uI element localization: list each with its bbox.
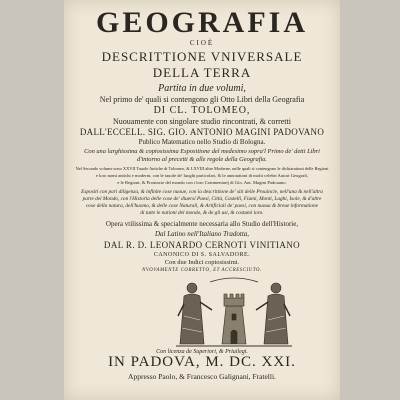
usefulness-line: Opera vtilissima & specialmente necessaria allo Studio dell'Historie,: [105, 220, 299, 228]
publisher-line: Appresso Paolo, & Francesco Galignani, Fratelli.: [128, 372, 276, 381]
tables-line-2: e loro nomi antichi e moderni, con le tauole de' luoghi particolari, & le annotationi di molti celebri Autori Geografi,: [95, 173, 309, 178]
book-title: GEOGRAFIA: [95, 6, 308, 39]
left-figure-icon: [178, 283, 212, 344]
corrected-line: Nuouamente con singolare studio rincontrati, & corretti: [113, 117, 291, 126]
volumes-line: Partita in due volumi,: [158, 83, 246, 94]
title-connector: CIOÈ: [189, 39, 215, 47]
commentary-line-2: d'intorno al precetti & alle regole della Geografia.: [136, 156, 268, 163]
editor-position: Publico Matematico nello Studio di Bologna.: [138, 138, 266, 146]
printers-device-emblem: [170, 276, 298, 348]
title-page: [64, 0, 340, 400]
imprint-place-date: IN PADOVA, M. DC. XXI.: [108, 354, 296, 370]
description-line-2: parte del Mondo, con l'Historia delle cose de' diuersi Paesi, Città, Castelli, Fiumi, Monti, Laghi, Isole, & d'altre: [82, 196, 322, 202]
description-line-1: Espositi con pari diligenza, & infinite cose nuoue, con la descrittione de' siti delle Prouincie, nell'una & nell'altra: [81, 189, 323, 195]
license-line: Con licenza de Superiori, & Priuilegi.: [156, 349, 248, 355]
tower-icon: [222, 294, 246, 344]
commentary-line-1: Con una larghissima & copiosissima Espositione del medesimo sopra'l Primo de' detti Libri: [84, 148, 320, 155]
translator-title: CANONICO DI S. SALVADORE.: [153, 252, 251, 258]
subtitle-line-1: DESCRITTIONE VNIVERSALE: [101, 49, 303, 64]
author-tolomeo: DI CL. TOLOMEO,: [153, 105, 251, 116]
tables-line-1: Nel Secondo volume sono XXVII Tauole Antiche di Tolomeo, & LXVIII altre Moderne, nelle quali si contengono le dichiarationi delle Regioni: [75, 166, 329, 171]
subtitle-line-2: DELLA TERRA: [152, 65, 252, 80]
editor-magini: DALL'ECCELL. SIG. GIO. ANTONIO MAGINI PADOVANO: [79, 127, 325, 137]
indices-line: Con due Indici copiosissimi.: [164, 259, 240, 266]
tables-line-3: e le Regioni, & Prouincie del mondo con i loro Commentarij di Gio. Ant. Magini Padouano.: [117, 180, 287, 185]
edition-line: NVOVAMENTE CORRETTO, ET ACCRESCIUTO.: [142, 268, 262, 273]
contents-line: Nel primo de' quali si contengono gli Otto Libri della Geografia: [99, 95, 305, 104]
right-figure-icon: [256, 283, 290, 344]
translator-name: DAL R. D. LEONARDO CERNOTI VINITIANO: [103, 240, 301, 250]
description-line-4: di tutte le nationi del mondo, & de gli usi, & costumi loro.: [140, 210, 264, 216]
description-line-3: cose della natura, dell'huomo, & delle cose Naturali, & Artificiali de' paesi, con nuoua & breue informatione: [85, 203, 319, 209]
translation-line: Dal Latino nell'Italiano Tradotta,: [154, 230, 250, 238]
